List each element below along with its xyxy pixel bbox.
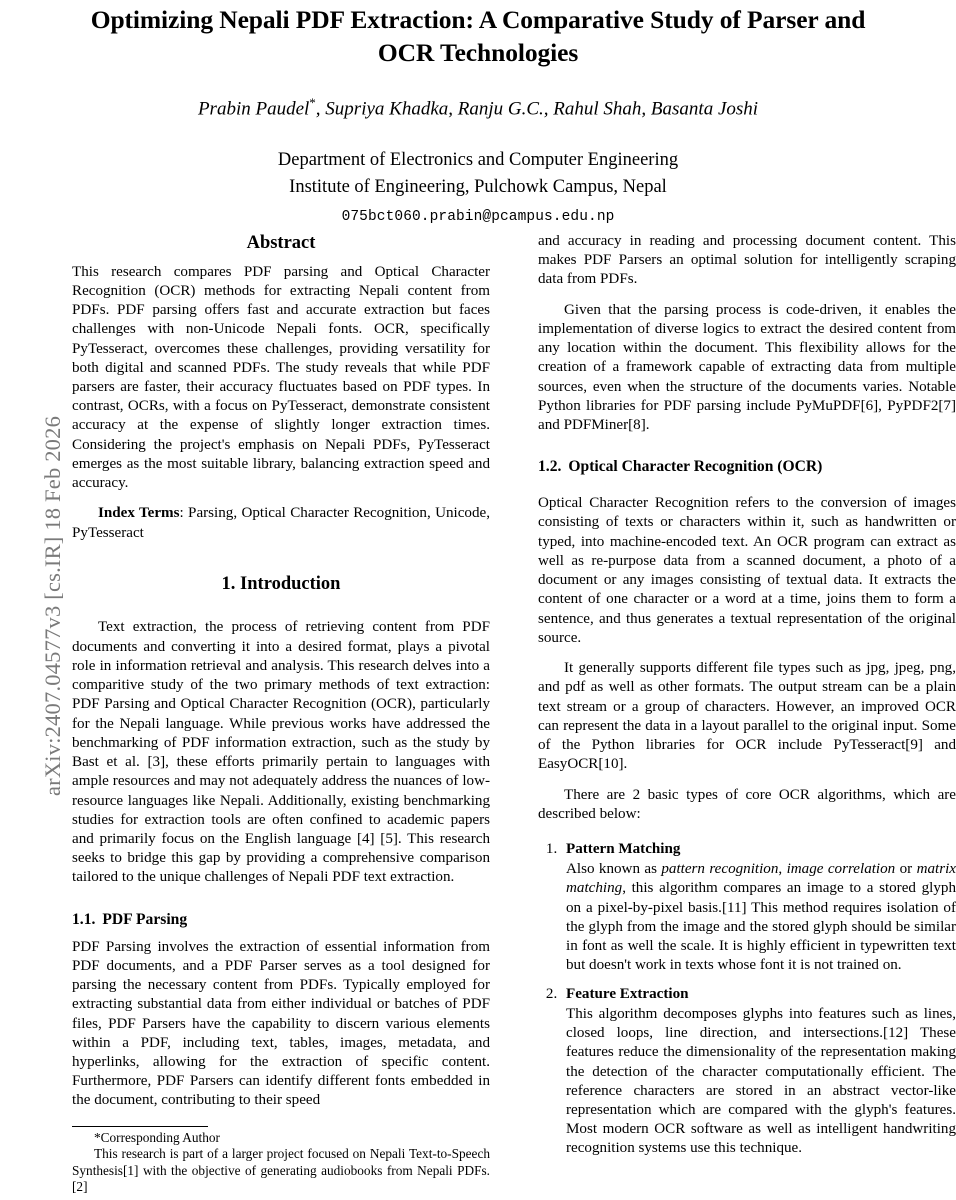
author-names-primary: Prabin Paudel xyxy=(197,98,310,120)
spacer xyxy=(538,824,956,840)
algorithm-name: 2. Feature Extraction xyxy=(566,985,689,1002)
contact-email: 075bct060.prabin@pcampus.edu.np xyxy=(341,208,615,225)
footnote-block xyxy=(72,1126,490,1196)
index-terms-value: : Parsing, Optical Character Recognition, Unicode, PyTesseract xyxy=(72,505,491,541)
left-column xyxy=(72,232,490,1111)
section-heading-introduction: 1. Introduction xyxy=(221,573,341,594)
text-segment: , xyxy=(778,861,787,878)
spacer xyxy=(538,435,956,457)
paper-header xyxy=(0,0,956,225)
ocr-paragraph-1: Optical Character Recognition refers to the conversion of images consisting of texts or characters within it, such as handwritten or typed, into machine-encoded text. An OCR program can extract as well as re-purpose data from a scanned document, a photo of a document or any images consisting of textual data. It extracts the content of one character or a word at a time, joins them to form a sentence, and thus generates a textual representation of the original source. xyxy=(538,495,956,646)
footnote-project-note: This research is part of a larger project focused on Nepali Text-to-Speech Synthesis[1] with the objective of generating audiobooks from Nepali PDFs.[2] xyxy=(72,1146,490,1195)
subsection-heading-pdf-parsing xyxy=(72,910,490,930)
author-names-rest: , Supriya Khadka, Ranju G.C., Rahul Shah, Basanta Joshi xyxy=(315,98,759,120)
ocr-paragraph-3: There are 2 basic types of core OCR algorithms, which are described below: xyxy=(538,786,956,822)
pdf-parsing-paragraph-2: Given that the parsing process is code-driven, it enables the implementation of diverse logics to extract the desired content from any location within the document. This flexibility allows for the creation of a framework capable of extracting data from multiple sources, even when the structure of the documents varies. Notable Python libraries for PDF parsing include PyMuPDF[6], PyPDF2[7] and PDFMiner[8]. xyxy=(538,301,956,434)
affiliation-block xyxy=(62,147,894,200)
footnote-corresponding-author: *Corresponding Author xyxy=(94,1130,220,1145)
right-column xyxy=(538,232,956,1159)
subsection-label: Optical Character Recognition (OCR) xyxy=(568,458,823,476)
subsection-number: 1.2. xyxy=(538,458,562,476)
emphasis-matrix-matching: matrix matching xyxy=(566,861,956,897)
ocr-paragraph-2: It generally supports different file types such as jpg, jpeg, png, and pdf as well as other formats. The output stream can be a plain text stream or a group of characters. However, an improved OCR can represent the data in a layout parallel to the original input. Some of the Python libraries for OCR include PyTesseract[9] and EasyOCR[10]. xyxy=(538,660,956,773)
affiliation-institute: Institute of Engineering, Pulchowk Campus, Nepal xyxy=(289,176,667,197)
author-list xyxy=(62,95,894,122)
list-item xyxy=(561,840,956,976)
spacer xyxy=(72,543,490,573)
two-column-body xyxy=(0,232,956,1200)
pdf-parsing-continued: and accuracy in reading and processing document content. This makes PDF Parsers an optimal solution for intelligently scraping data from PDFs. xyxy=(538,233,956,288)
footnote-separator-rule xyxy=(72,1126,208,1127)
emphasis-image-correlation: image correlation xyxy=(786,861,896,878)
list-item xyxy=(561,985,956,1159)
arxiv-identifier-stamp: arXiv:2407.04577v3 [cs.IR] 18 Feb 2026 xyxy=(40,415,65,797)
introduction-paragraph: Text extraction, the process of retrieving content from PDF documents and converting it into a desired format, plays a pivotal role in information retrieval and analysis. This research delves into a comparitive study of the two primary methods of text extraction: PDF Parsing and Optical Character Recognition (OCR), particularly for the Nepali language. While previous works have addressed the benchmarking of PDF information extraction, such as the study by Bast et al. [3], these efforts primarily pertain to languages with ample resources and may not adequately address the nuances of low-resource languages like Nepali. Additionally, existing benchmarking studies for extraction tools are often confined to academic papers and primarily focus on the English language [4] [5]. This research seeks to bridge this gap by providing a comprehensive comparison tailored to the unique challenges of Nepali PDF text extraction. xyxy=(72,619,490,886)
abstract-body: This research compares PDF parsing and Optical Character Recognition (OCR) methods for extracting Nepali content from PDFs. PDF parsing offers fast and accurate extraction but faces challenges with non-Unicode Nepali fonts. OCR, specifically PyTesseract, overcomes these challenges, providing versatility for both digital and scanned PDFs. The study reveals that while PDF parsers are faster, their accuracy fluctuates based on PDF types. In contrast, OCRs, with a focus on PyTesseract, demonstrate consistent accuracy at the expense of slightly longer extraction times. Considering the project's emphasis on Nepali PDFs, PyTesseract emerges as the most suitable library, balancing extraction speed and accuracy. xyxy=(72,263,490,492)
algorithm-description xyxy=(566,860,956,975)
algorithm-name: 1. Pattern Matching xyxy=(566,840,681,857)
algorithm-description: This algorithm decomposes glyphs into features such as lines, closed loops, line direction, and intersections.[12] These features reduce the dimensionality of the representation making the detection of the character computationally efficient. The reference characters are stored in an abstract vector-like representation which are compared with the glyph's features. Most modern OCR software as well as intelligent handwriting recognition systems use this technique. xyxy=(566,1005,956,1157)
text-segment: Also known as xyxy=(566,861,662,878)
abstract-heading: Abstract xyxy=(246,233,316,253)
index-terms xyxy=(72,504,490,542)
subsection-label: PDF Parsing xyxy=(102,910,188,928)
pdf-parsing-paragraph: PDF Parsing involves the extraction of essential information from PDF documents, and a PDF Parser serves as a tool designed for parsing the necessary content from PDFs. Typically employed for extracting substantial data from either individual or batches of PDF files, PDF Parsers have the capability to discern various elements within a PDF, including text, tables, images, metadata, and hyperlinks, allowing for the extraction of specific content. Furthermore, PDF Parsers can identify different fonts embedded in the document, contributing to their speed xyxy=(72,938,490,1109)
spacer xyxy=(72,888,490,910)
subsection-number: 1.1. xyxy=(72,910,96,928)
text-segment: , this algorithm compares an image to a stored glyph on a pixel-by-pixel basis.[11] This method requires isolation of the glyph from the image and the stored glyph should be similar in font as well the scale. It is highly efficient in typewritten text but doesn't work in texts whose font it is not trained on. xyxy=(566,880,956,974)
page-title: Optimizing Nepali PDF Extraction: A Comparative Study of Parser and OCR Technologies xyxy=(90,5,866,67)
spacer xyxy=(538,485,956,494)
ocr-algorithm-list xyxy=(538,840,956,1159)
text-segment: or xyxy=(895,861,917,878)
affiliation-department: Department of Electronics and Computer Engineering xyxy=(277,150,679,171)
subsection-heading-ocr xyxy=(538,457,956,477)
spacer xyxy=(72,602,490,618)
emphasis-pattern-recognition: pattern recognition xyxy=(661,861,779,878)
corresponding-author-marker: * xyxy=(309,95,316,111)
index-terms-label: Index Terms xyxy=(98,505,180,522)
